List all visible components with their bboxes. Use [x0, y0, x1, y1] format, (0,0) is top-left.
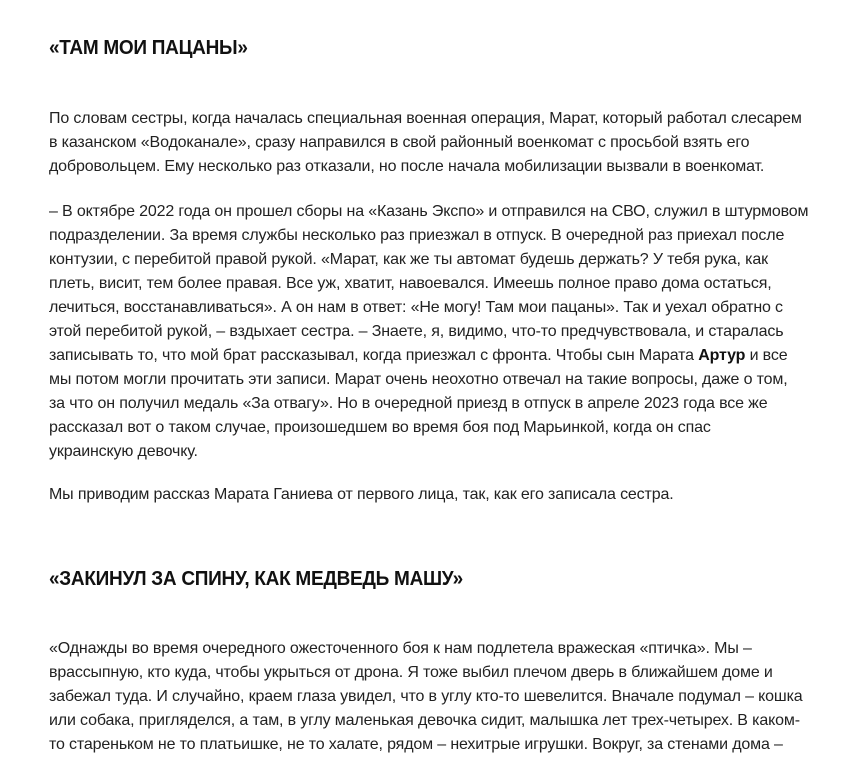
text-line: По словам сестры, когда началась специальная военная операция, Марат, который работал слесарем — [49, 110, 802, 127]
text-line: добровольцем. Ему несколько раз отказали, но после начала мобилизации вызвали в военкомат. — [49, 158, 765, 175]
text-line: этой перебитой рукой, – вздыхает сестра. – Знаете, я, видимо, что-то предчувствовала, и старалась — [49, 323, 784, 340]
text-line-with-bold — [49, 344, 808, 368]
text-fragment: и все — [745, 347, 788, 364]
text-line: контузии, с перебитой правой рукой. «Марат, как же ты автомат будешь держать? У тебя рука, как — [49, 251, 768, 268]
paragraph-2 — [49, 200, 808, 464]
text-line: лечиться, восстанавливаться». А он нам в ответ: «Не могу! Там мои пацаны». Так и уехал обратно с — [49, 299, 783, 316]
text-line: или собака, пригляделся, а там, в углу маленькая девочка сидит, малышка лет трех-четырех. В каком- — [49, 712, 800, 729]
paragraph-3 — [49, 483, 674, 507]
text-line: забежал туда. И случайно, краем глаза увидел, что в углу кто-то шевелится. Вначале подумал – кошка — [49, 688, 803, 705]
text-line: мы потом могли прочитать эти записи. Марат очень неохотно отвечал на такие вопросы, даже о том, — [49, 371, 788, 388]
text-line: в казанском «Водоканале», сразу направился в свой районный военкомат с просьбой взять его — [49, 134, 750, 151]
text-line: «Однажды во время очередного ожесточенного боя к нам подлетела вражеская «птичка». Мы – — [49, 640, 752, 657]
text-line: рассказал вот о таком случае, произошедшем во время боя под Марьинкой, когда он спас — [49, 419, 711, 436]
text-line: Мы приводим рассказ Марата Ганиева от первого лица, так, как его записала сестра. — [49, 486, 674, 503]
text-line: – В октябре 2022 года он прошел сборы на «Казань Экспо» и отправился на СВО, служил в штурмовом — [49, 203, 809, 220]
paragraph-1 — [49, 107, 802, 179]
text-line: плеть, висит, тем более правая. Все уж, хватит, навоевался. Имеешь полное право дома остаться, — [49, 275, 772, 292]
text-line: украинскую девочку. — [49, 443, 198, 460]
text-line: то стареньком не то платьишке, не то халате, рядом – нехитрые игрушки. Вокруг, за стенами дома – — [49, 736, 783, 753]
section-heading-1: «ТАМ МОИ ПАЦАНЫ» — [49, 37, 248, 59]
section-heading-2: «ЗАКИНУЛ ЗА СПИНУ, КАК МЕДВЕДЬ МАШУ» — [49, 568, 463, 590]
paragraph-4 — [49, 637, 803, 757]
text-line: врассыпную, кто куда, чтобы укрыться от дрона. Я тоже выбил плечом дверь в ближайшем доме и — [49, 664, 773, 681]
text-line: за что он получил медаль «За отвагу». Но в очередной приезд в отпуск в апреле 2023 года все же — [49, 395, 768, 412]
bold-name: Артур — [698, 347, 746, 364]
text-line: подразделении. За время службы несколько раз приезжал в отпуск. В очередной раз приехал после — [49, 227, 785, 244]
text-fragment: записывать то, что мой брат рассказывал, когда приезжал с фронта. Чтобы сын Марата — [49, 347, 699, 364]
